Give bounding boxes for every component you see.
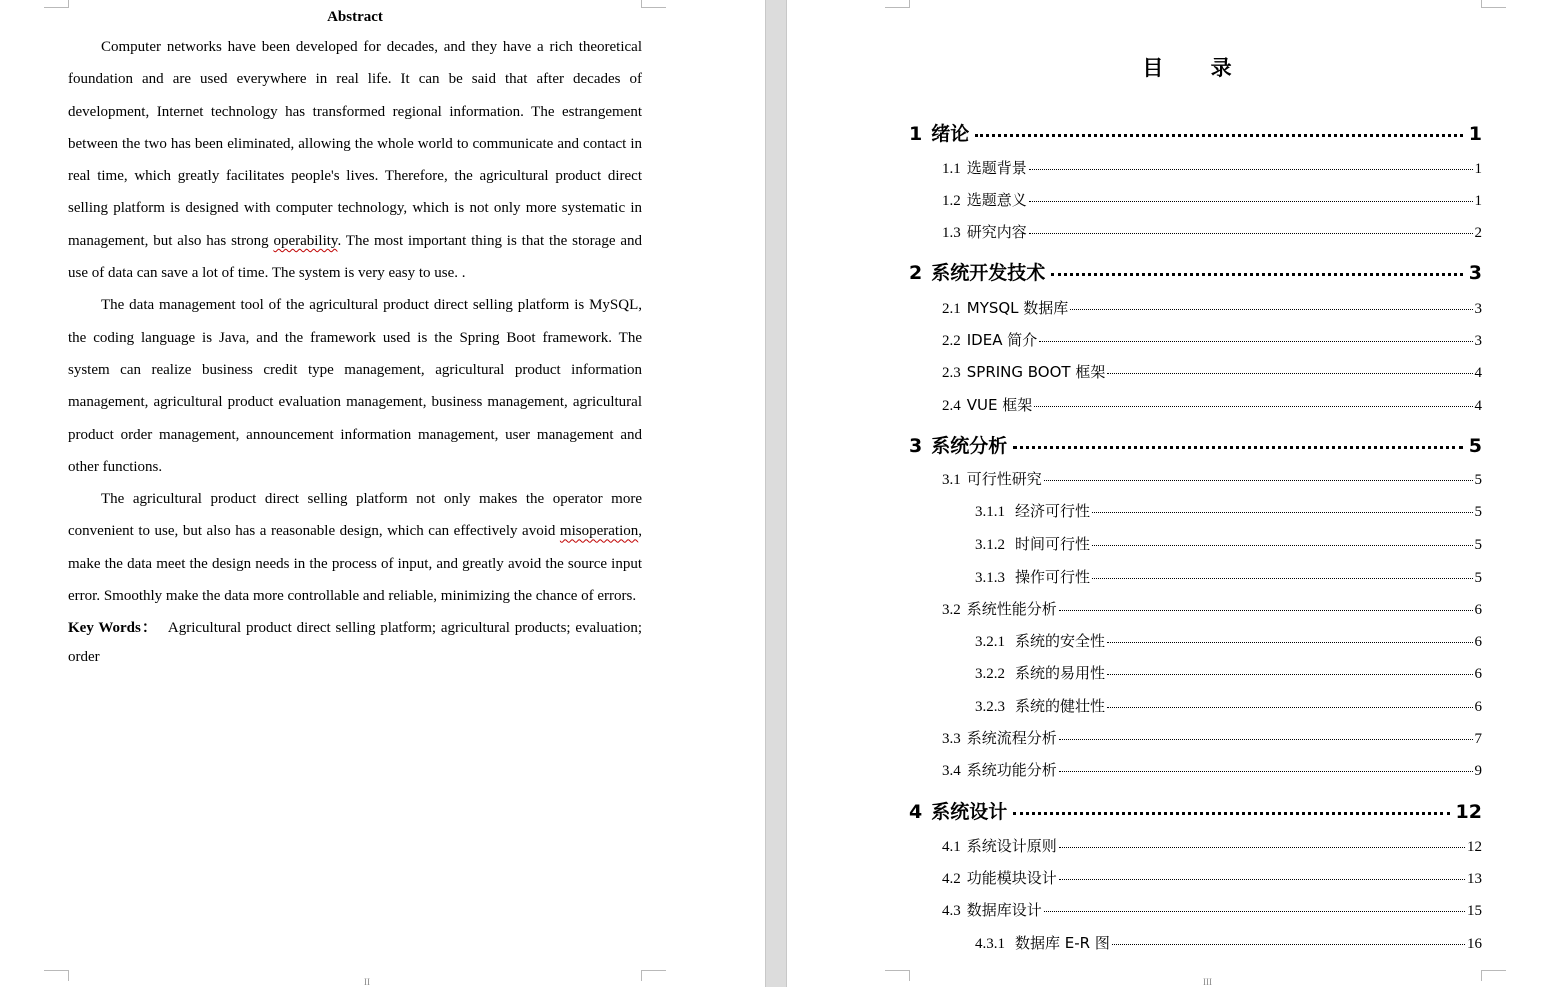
toc-entry-number: 3.3: [942, 731, 961, 747]
keywords-line: [68, 614, 642, 672]
toc-entry-title: 研究内容: [966, 223, 1027, 241]
toc-entry-label: [975, 533, 1090, 554]
toc-entry-label: [942, 221, 1027, 242]
toc-entry-number: 2.4: [942, 398, 961, 414]
toc-dot-leader: [1059, 771, 1473, 772]
toc-entry-page: 5: [1468, 435, 1482, 457]
toc-entry[interactable]: [942, 468, 1482, 489]
toc-dot-leader: [1107, 373, 1472, 374]
toc-entry-title: 系统性能分析: [966, 600, 1057, 618]
toc-entry[interactable]: [942, 727, 1482, 748]
crop-mark: [44, 0, 69, 8]
crop-mark: [1481, 970, 1506, 981]
toc-entry-number: 2.3: [942, 365, 961, 381]
toc-entry-label: [942, 598, 1057, 619]
spellcheck-flagged-word[interactable]: misoperation: [559, 523, 639, 540]
toc-entry-title: 选题背景: [966, 159, 1027, 177]
toc-entry[interactable]: [942, 394, 1482, 415]
toc-dot-leader: [1051, 273, 1463, 276]
toc-entry-page: 2: [1474, 225, 1482, 241]
crop-mark: [1481, 0, 1506, 8]
toc-entry-label: [942, 157, 1027, 178]
toc-entry-title: VUE 框架: [966, 396, 1033, 414]
toc-entry-page: 15: [1467, 903, 1482, 919]
toc-entry-label: [942, 468, 1042, 489]
toc-entry-number: 4.3.1: [975, 936, 1005, 952]
toc-entry-title: 系统设计原则: [966, 837, 1057, 855]
toc-dot-leader: [1059, 739, 1473, 740]
page-number: III: [1203, 977, 1212, 987]
toc-entry-label: [942, 867, 1057, 888]
abstract-title: Abstract: [327, 9, 383, 25]
toc-dot-leader: [1107, 707, 1472, 708]
toc-dot-leader: [1044, 480, 1473, 481]
toc-entry-number: 1: [909, 123, 923, 145]
toc-entry-title: 绪论: [931, 123, 970, 145]
toc-entry-page: 12: [1455, 801, 1482, 823]
abstract-body: [68, 31, 642, 672]
toc-entry-label: [909, 258, 1045, 285]
toc-entry-title: 系统设计: [931, 801, 1008, 823]
toc-entry-title: 选题意义: [966, 191, 1027, 209]
toc-entry[interactable]: [942, 899, 1482, 920]
toc-entry[interactable]: [909, 431, 1482, 458]
crop-mark: [641, 970, 666, 981]
toc-dot-leader: [1059, 610, 1473, 611]
toc-entry-number: 3: [909, 435, 923, 457]
toc-entry-page: 5: [1474, 537, 1482, 553]
toc-entry-number: 2.1: [942, 301, 961, 317]
toc-dot-leader: [1092, 578, 1472, 579]
keywords-label: Key Words：: [68, 620, 158, 637]
toc-entry-page: 3: [1474, 333, 1482, 349]
toc-entry-page: 9: [1474, 763, 1482, 779]
toc-entry[interactable]: [975, 533, 1482, 554]
toc-entry-number: 3.1.2: [975, 537, 1005, 553]
paragraph-text: The agricultural product direct selling platform not only makes the operator more convenient to use, but also has a reasonable design, which can effectively avoid: [68, 491, 642, 540]
toc-entry-number: 3.2.2: [975, 666, 1005, 682]
crop-mark: [885, 0, 910, 8]
toc-entry[interactable]: [909, 797, 1482, 824]
toc-entry[interactable]: [942, 361, 1482, 382]
paragraph-text: The data management tool of the agricultural product direct selling platform is MySQL, the coding language is Java, and the framework used is the Spring Boot framework. The system can realize business credit type management, agricultural product information management, agricultural product evaluation management, business management, agricultural product order management, announcement information management, user management and other functions.: [68, 297, 642, 475]
toc-entry-label: [942, 189, 1027, 210]
toc-entry-title: 操作可行性: [1015, 568, 1091, 586]
toc-dot-leader: [975, 134, 1463, 137]
toc-dot-leader: [1029, 169, 1473, 170]
toc-entry-title: 系统功能分析: [966, 761, 1057, 779]
abstract-page: [0, 0, 765, 987]
toc-entry-label: [942, 394, 1032, 415]
toc-entry-page: 13: [1467, 871, 1482, 887]
toc-dot-leader: [1034, 406, 1472, 407]
toc-entry-page: 5: [1474, 472, 1482, 488]
toc-entry-page: 7: [1474, 731, 1482, 747]
toc-dot-leader: [1059, 847, 1465, 848]
toc-dot-leader: [1107, 642, 1472, 643]
toc-entry-title: SPRING BOOT 框架: [966, 363, 1106, 381]
crop-mark: [641, 0, 666, 8]
toc-dot-leader: [1029, 201, 1473, 202]
abstract-paragraph: [68, 289, 642, 483]
toc-entry-number: 1.1: [942, 161, 961, 177]
toc-entry-page: 5: [1474, 570, 1482, 586]
spellcheck-flagged-word[interactable]: operability: [273, 232, 338, 249]
toc-entry-label: [975, 630, 1105, 651]
toc-entry-number: 3.1: [942, 472, 961, 488]
toc-entry-page: 1: [1474, 161, 1482, 177]
toc-entry-label: [909, 119, 969, 146]
toc-dot-leader: [1092, 512, 1472, 513]
toc-entry-label: [942, 835, 1057, 856]
toc-entry-title: 功能模块设计: [966, 869, 1057, 887]
toc-entry-page: 4: [1474, 365, 1482, 381]
toc-entry[interactable]: [975, 566, 1482, 587]
toc-entry-page: 6: [1474, 602, 1482, 618]
toc-entry[interactable]: [942, 221, 1482, 242]
toc-entry-number: 2.2: [942, 333, 961, 349]
toc-entry-label: [942, 297, 1068, 318]
toc-entry-page: 5: [1474, 504, 1482, 520]
toc-entry-number: 4.2: [942, 871, 961, 887]
toc-entry-title: 可行性研究: [966, 470, 1042, 488]
toc-entry-number: 1.3: [942, 225, 961, 241]
toc-entry-title: 数据库 E-R 图: [1015, 934, 1110, 952]
toc-entry[interactable]: [942, 189, 1482, 210]
toc-entry[interactable]: [975, 695, 1482, 716]
toc-entry-label: [909, 797, 1007, 824]
toc-entry-title: 系统流程分析: [966, 729, 1057, 747]
toc-entry-number: 4: [909, 801, 923, 823]
toc-entry-title: MYSQL 数据库: [966, 299, 1069, 317]
page-gutter: [765, 0, 787, 987]
toc-entry-label: [975, 695, 1105, 716]
toc-entry-label: [942, 727, 1057, 748]
toc-entry-label: [975, 500, 1090, 521]
toc-dot-leader: [1039, 341, 1472, 342]
toc-entry-title: 系统分析: [931, 435, 1008, 457]
toc-entry[interactable]: [942, 759, 1482, 780]
toc-entry-number: 3.2.1: [975, 634, 1005, 650]
toc-entry-number: 3.1.1: [975, 504, 1005, 520]
toc-entry[interactable]: [942, 157, 1482, 178]
toc-entry-number: 3.2: [942, 602, 961, 618]
toc-entry-title: 时间可行性: [1015, 535, 1091, 553]
toc-entry-title: 系统的健壮性: [1015, 697, 1106, 715]
toc-entry-label: [942, 361, 1105, 382]
toc-entry-number: 4.3: [942, 903, 961, 919]
page-number: II: [364, 977, 370, 987]
toc-entry[interactable]: [942, 329, 1482, 350]
toc-entry-title: 数据库设计: [966, 901, 1042, 919]
toc-entry-title: 系统的安全性: [1015, 632, 1106, 650]
toc-dot-leader: [1092, 545, 1472, 546]
abstract-paragraph: [68, 31, 642, 289]
toc-entry-label: [975, 566, 1090, 587]
toc-entry-page: 3: [1474, 301, 1482, 317]
toc-entry-page: 3: [1468, 262, 1482, 284]
toc-page: [787, 0, 1546, 987]
toc-entry-label: [942, 759, 1057, 780]
paragraph-text: . The most important thing is that the storage and use of data can save a lot of time. The system is very easy to use. .: [68, 232, 642, 282]
toc-entry[interactable]: [975, 932, 1482, 953]
toc-entry-label: [942, 329, 1037, 350]
toc-entry-number: 4.1: [942, 839, 961, 855]
toc-entry-label: [975, 932, 1110, 953]
toc-entry-number: 3.4: [942, 763, 961, 779]
toc-entry-label: [975, 662, 1105, 683]
abstract-paragraph: [68, 483, 642, 612]
crop-mark: [885, 970, 910, 981]
toc-entry-number: 2: [909, 262, 923, 284]
keywords-text: Agricultural product direct selling platform; agricultural products; evaluation; order: [68, 620, 642, 666]
toc-dot-leader: [1070, 309, 1472, 310]
toc-entry-title: 系统的易用性: [1015, 664, 1106, 682]
toc-dot-leader: [1013, 446, 1463, 449]
toc-entry[interactable]: [975, 630, 1482, 651]
toc-dot-leader: [1059, 879, 1465, 880]
toc-dot-leader: [1013, 812, 1449, 815]
toc-dot-leader: [1107, 674, 1472, 675]
toc-entry-page: 4: [1474, 398, 1482, 414]
paragraph-text: Computer networks have been developed for decades, and they have a rich theoretical foundation and are used everywhere in real life. It can be said that after decades of development, Internet technology has transformed regional information. The estrangement between the two has been eliminated, allowing the whole world to communicate and contact in real time, which greatly facilitates people's lives. Therefore, the agricultural product direct selling platform is designed with computer technology, which is not only more systematic in management, but also has strong: [68, 39, 642, 249]
toc-entry[interactable]: [942, 598, 1482, 619]
toc-dot-leader: [1029, 233, 1473, 234]
toc-entry-number: 3.1.3: [975, 570, 1005, 586]
toc-entry[interactable]: [909, 258, 1482, 285]
toc-title: 目 录: [1142, 56, 1252, 80]
toc-entry-title: 系统开发技术: [931, 262, 1046, 284]
toc-entry[interactable]: [909, 119, 1482, 146]
toc-dot-leader: [1112, 944, 1465, 945]
toc-entry-label: [942, 899, 1042, 920]
toc-entry-title: IDEA 简介: [966, 331, 1038, 349]
toc-entry[interactable]: [975, 662, 1482, 683]
toc-entry[interactable]: [942, 867, 1482, 888]
toc-entry-page: 12: [1467, 839, 1482, 855]
paragraph-text: , make the data meet the design needs in the process of input, and greatly avoid the source input error. Smoothly make the data more controllable and reliable, minimizing the chance of errors.: [68, 523, 642, 605]
toc-entry-page: 6: [1474, 699, 1482, 715]
toc-entry-page: 6: [1474, 666, 1482, 682]
toc-entry-number: 1.2: [942, 193, 961, 209]
toc-entry[interactable]: [942, 297, 1482, 318]
toc-entry-page: 1: [1468, 123, 1482, 145]
toc-entry-number: 3.2.3: [975, 699, 1005, 715]
toc-entry-page: 6: [1474, 634, 1482, 650]
toc-entry-label: [909, 431, 1007, 458]
toc-dot-leader: [1044, 911, 1465, 912]
toc-entry[interactable]: [975, 500, 1482, 521]
toc-entry[interactable]: [942, 835, 1482, 856]
crop-mark: [44, 970, 69, 981]
toc-entry-page: 16: [1467, 936, 1482, 952]
toc-entry-page: 1: [1474, 193, 1482, 209]
toc-entry-title: 经济可行性: [1015, 502, 1091, 520]
